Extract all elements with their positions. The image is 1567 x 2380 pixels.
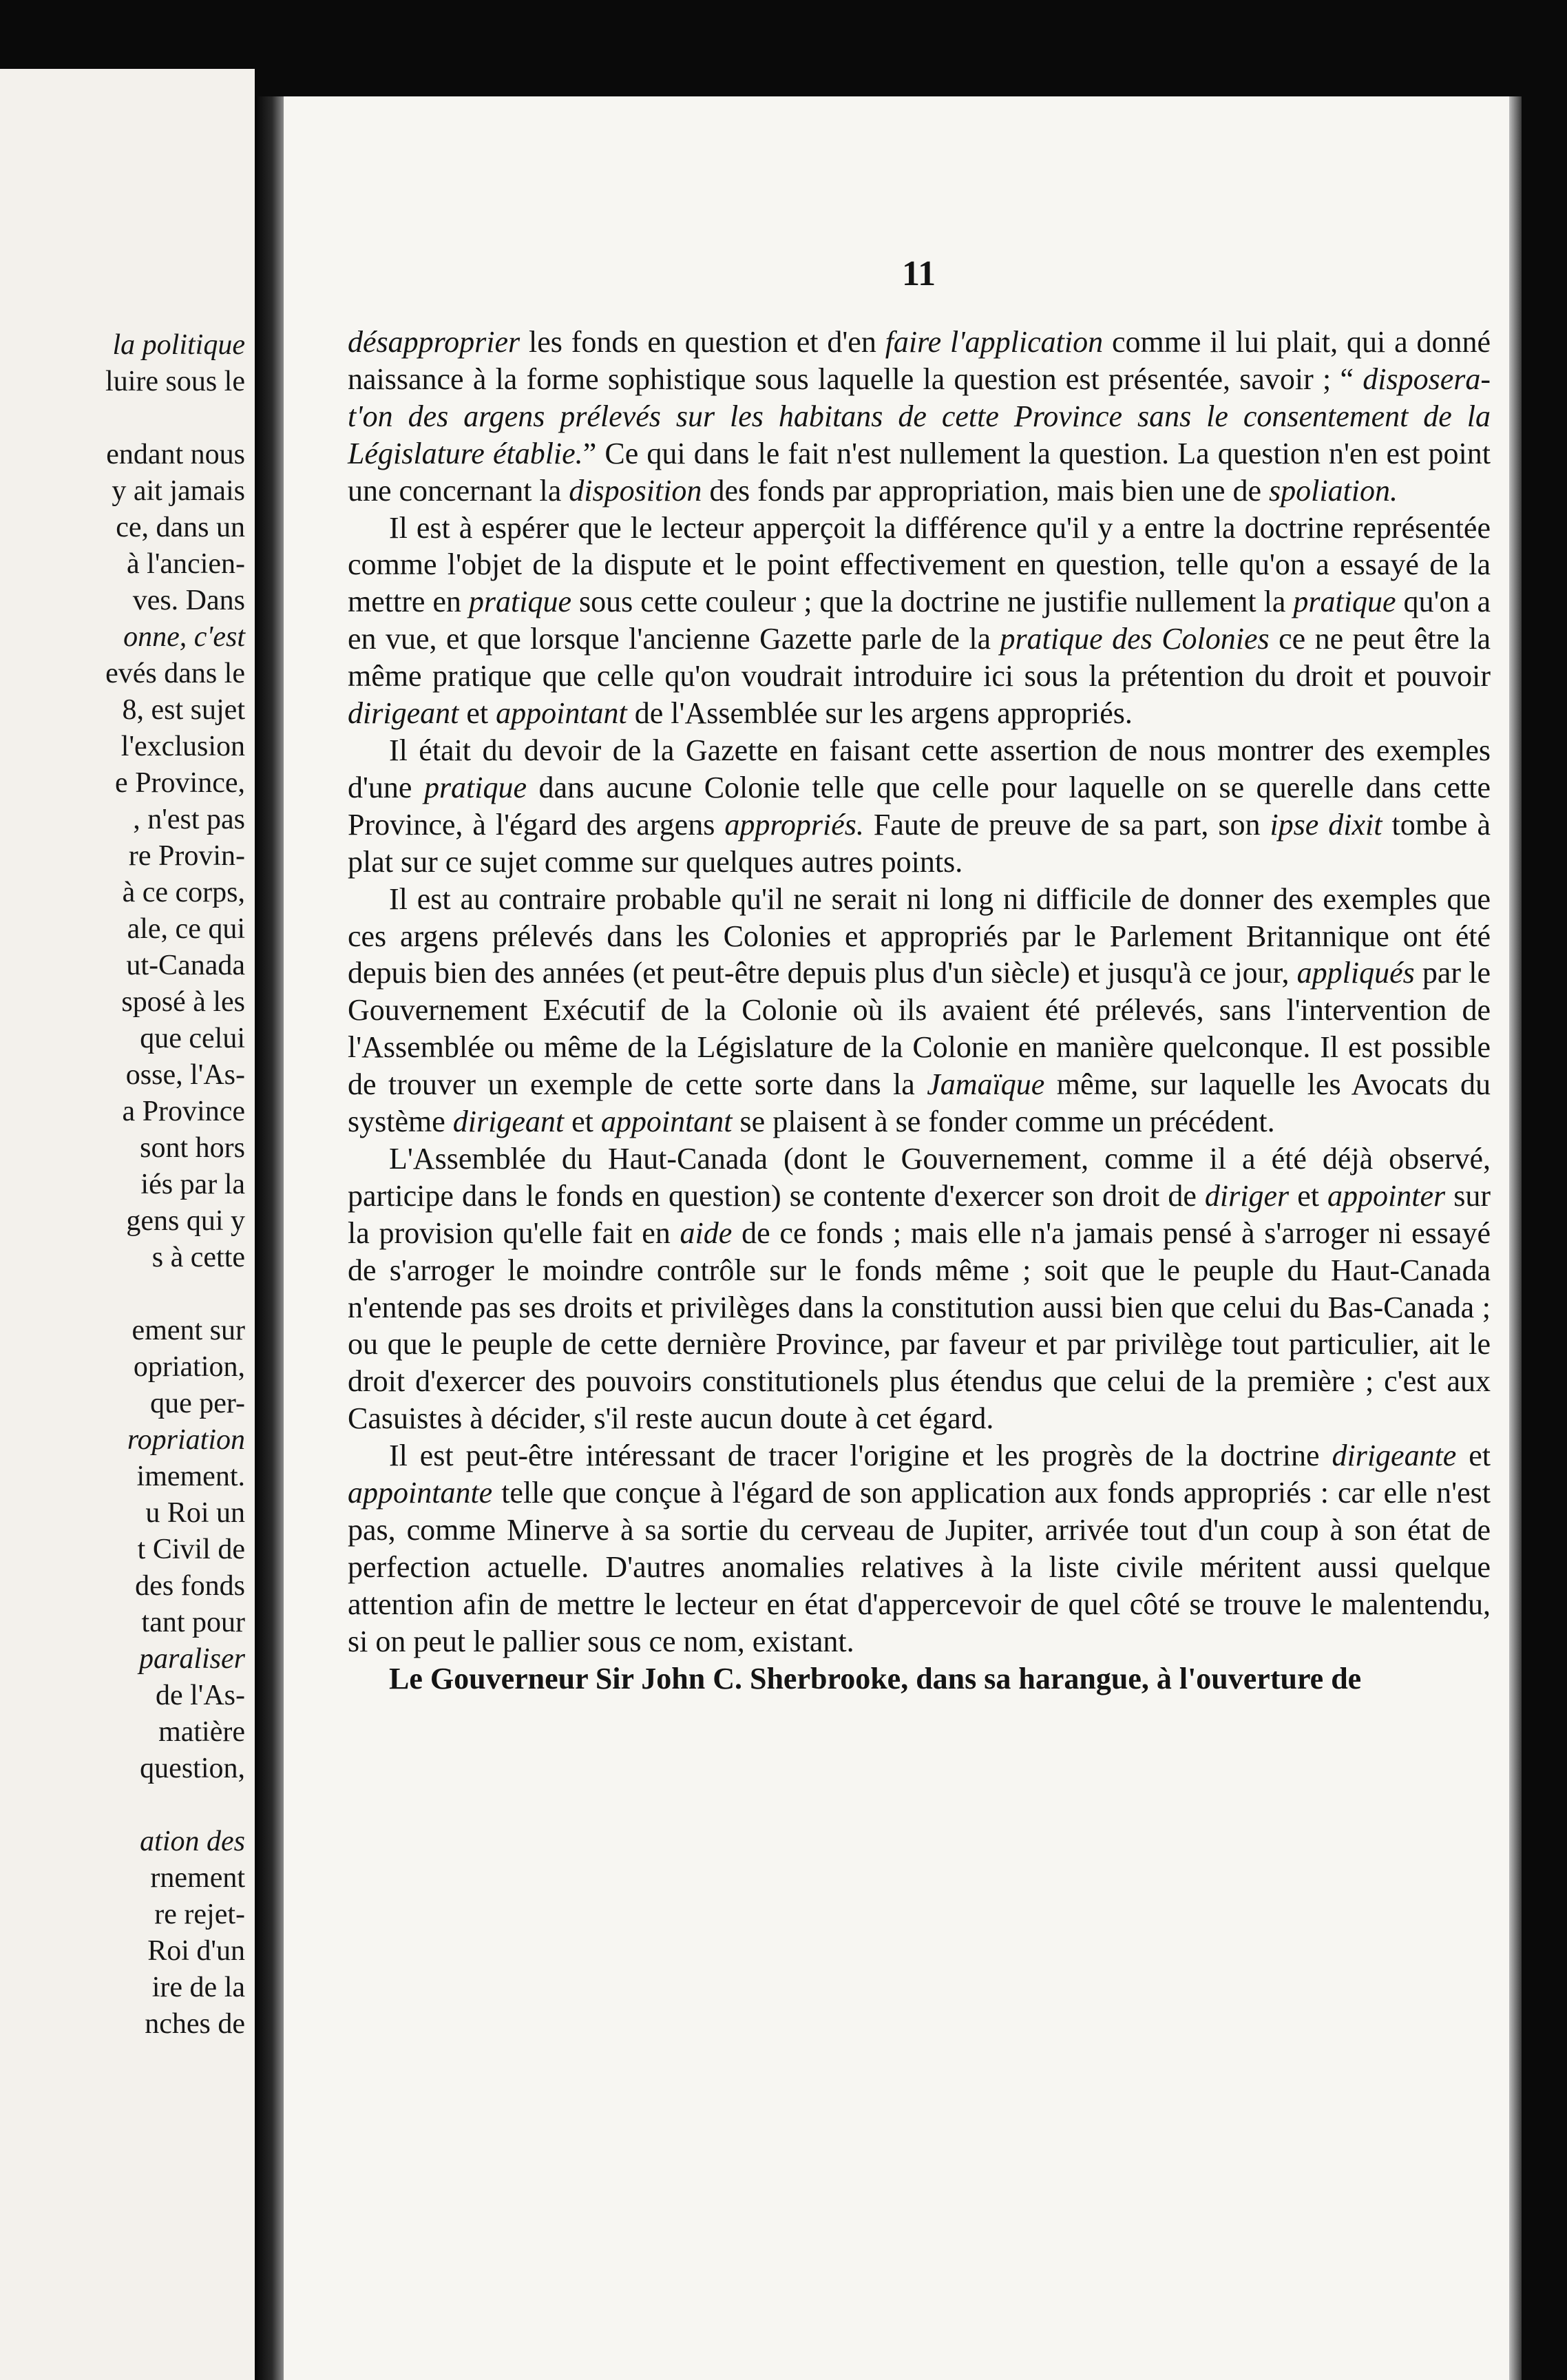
italic-text: diriger — [1204, 1178, 1290, 1213]
italic-text: Jamaïque — [927, 1067, 1045, 1102]
left-text-fragment: ale, ce qui — [127, 913, 245, 945]
text-run: Il est au contraire probable qu'il ne serait ni long ni difficile de donner des exemples que ces argens prélevés dans les Colonies et appropriés par le Parlement Britannique ont été depuis bien des années (et peut-être depuis plus d'un siècle) et jusqu'à ce jour, — [348, 881, 1491, 990]
main-text — [348, 324, 1491, 1698]
left-text-fragment: nches de — [145, 2008, 245, 2040]
italic-text: désapproprier — [348, 325, 520, 359]
left-text-fragment: à l'ancien- — [127, 548, 245, 580]
left-text-fragment: Roi d'un — [147, 1935, 245, 1967]
left-text-fragment: matière — [158, 1716, 245, 1748]
left-text-fragment: re rejet- — [154, 1899, 245, 1930]
text-run: les fonds en question et d'en — [520, 325, 885, 359]
italic-text: dirigeante — [1332, 1439, 1457, 1473]
italic-text: appointante — [348, 1476, 493, 1510]
left-text-fragment: sposé à les — [121, 986, 245, 1018]
text-run: Le Gouverneur Sir John C. Sherbrooke, dans sa harangue, à l'ouverture de — [389, 1661, 1362, 1695]
text-run: et — [1456, 1439, 1491, 1473]
left-text-fragment: a Province — [122, 1096, 245, 1127]
text-run: ce ne peut être la même pratique que celle qu'on voudrait introduire ici sous la prétention du droit et pouvoir — [348, 622, 1491, 693]
italic-text: faire l'application — [885, 325, 1104, 359]
paragraph — [348, 1140, 1491, 1437]
paragraph — [348, 1660, 1491, 1698]
left-text-fragment: endant nous — [106, 439, 245, 470]
left-text-fragment: re Provin- — [128, 840, 245, 872]
italic-text: appliqués — [1296, 956, 1415, 990]
left-text-fragment: rnement — [150, 1862, 245, 1894]
text-run: L'Assemblée du Haut-Canada (dont le Gouvernement, comme il a été déjà observé, participe dans le fonds en question) se contente d'exercer son droit de — [348, 1141, 1491, 1213]
left-text-fragment: ation des — [140, 1826, 245, 1857]
text-run: sous cette couleur ; que la doctrine ne justifie nullement la — [571, 585, 1294, 619]
paragraph — [348, 324, 1491, 510]
italic-text: pratique — [468, 585, 572, 619]
left-text-fragment: s à cette — [151, 1242, 245, 1273]
left-text-fragment: luire sous le — [105, 366, 245, 397]
left-text-fragment: onne, c'est — [123, 621, 245, 653]
left-text-fragment: tant pour — [141, 1607, 245, 1638]
left-text-fragment: osse, l'As- — [125, 1059, 245, 1091]
italic-text: pratique — [423, 770, 527, 804]
italic-text: appointer — [1327, 1178, 1446, 1213]
text-run: Il est à espérer que le lecteur apperçoit la différence qu'il y a entre la doctrine représentée comme l'objet de la dispute et le point effectivement en question, telle qu'on a essayé de la mettre en — [348, 510, 1491, 619]
left-text-fragment: u Roi un — [145, 1497, 245, 1529]
text-run: de l'Assemblée sur les argens appropriés. — [627, 696, 1133, 731]
left-text-fragment: ire de la — [151, 1972, 245, 2003]
left-text-fragment: ement sur — [132, 1315, 245, 1346]
text-run: se plaisent à se fonder comme un précédent. — [732, 1105, 1275, 1139]
left-text-fragment: ce, dans un — [116, 512, 245, 543]
italic-text: pratique — [1293, 585, 1396, 619]
italic-text: aide — [680, 1215, 733, 1250]
left-text-fragment: paraliser — [138, 1643, 245, 1675]
left-text-fragment: question, — [140, 1753, 245, 1784]
book-gutter — [255, 96, 284, 2380]
page-edge — [1509, 96, 1522, 2380]
left-text-fragment: e Province, — [115, 767, 245, 799]
italic-text: appropriés. — [724, 807, 864, 842]
left-text-fragment: l'exclusion — [120, 731, 245, 762]
page-number: 11 — [902, 254, 936, 293]
italic-text: spoliation. — [1269, 473, 1398, 508]
text-run: sur la provision qu'elle fait en — [348, 1178, 1491, 1250]
left-text-fragment: ut-Canada — [126, 950, 245, 981]
left-text-fragment: à ce corps, — [122, 877, 245, 908]
italic-text: appointant — [600, 1105, 733, 1139]
left-text-fragment: imement. — [136, 1461, 245, 1492]
paragraph — [348, 510, 1491, 732]
text-run: dans aucune Colonie telle que celle pour laquelle on se querelle dans cette Province, à l'égard des argens — [348, 770, 1491, 842]
text-run: Il était du devoir de la Gazette en faisant cette assertion de nous montrer des exemples d'une — [348, 733, 1491, 804]
text-run: tombe à plat sur ce sujet comme sur quelques autres points. — [348, 807, 1491, 879]
left-text-fragment: ropriation — [127, 1424, 245, 1456]
text-run: telle que conçue à l'égard de son application aux fonds appropriés : car elle n'est pas, comme Minerve à sa sortie du cerveau de Jupiter, arrivée tout d'un coup à son état de perfection actuelle. D'autres anomalies relatives à la liste civile méritent aussi quelque attention afin de mettre le lecteur en état d'appercevoir de quel côté se trouve le malentendu, si on peut le pallier sous ce nom, existant. — [348, 1476, 1491, 1658]
left-text-fragment: evés dans le — [105, 658, 245, 689]
left-text-fragment: de l'As- — [155, 1680, 245, 1711]
text-run: de ce fonds ; mais elle n'a jamais pensé à s'arroger ni essayé de s'arroger le moindre contrôle sur le fonds même ; soit que le peuple du Haut-Canada n'entende pas ses droits et privilèges dans la constitution aussi bien que celui du Bas-Canada ; ou que le peuple de cette dernière Province, par faveur et par privilège tout particulier, ait le droit d'exercer des pouvoirs constitutionels plus étendus que celui de la première ; c'est aux Casuistes à décider, s'il reste aucun doute à cet égard. — [348, 1215, 1491, 1436]
left-text-fragment: la politique — [112, 329, 245, 361]
left-text-fragment: t Civil de — [137, 1534, 245, 1565]
paragraph — [348, 881, 1491, 1140]
text-run: Il est peut-être intéressant de tracer l'origine et les progrès de la doctrine — [389, 1439, 1332, 1473]
left-text-fragment: gens qui y — [126, 1205, 245, 1237]
text-run: comme il lui plait, qui a donné naissance à la forme sophistique sous laquelle la question est présentée, savoir ; “ — [348, 325, 1491, 396]
text-run: ” Ce qui dans le fait n'est nullement la question. La question n'en est point une concernant la — [348, 436, 1491, 508]
italic-text: dirigeant — [452, 1105, 565, 1139]
left-text-fragment: que celui — [140, 1023, 245, 1054]
left-text-fragment: 8, est sujet — [122, 694, 245, 726]
left-text-fragment: y ait jamais — [112, 475, 245, 507]
italic-text: dirigeant — [348, 696, 459, 731]
left-text-fragment: sont hors — [140, 1132, 245, 1164]
left-page-fragment — [0, 69, 255, 2380]
left-text-fragment: iés par la — [140, 1169, 245, 1200]
italic-text: disposition — [569, 473, 702, 508]
text-run: des fonds par appropriation, mais bien une de — [702, 473, 1269, 508]
paragraph — [348, 1437, 1491, 1660]
paragraph — [348, 732, 1491, 881]
italic-text: disposera-t'on des argens prélevés sur les habitans de cette Province sans le consentement de la Législature établie. — [348, 362, 1491, 470]
left-text-fragment: que per- — [150, 1388, 245, 1419]
text-run: qu'on a en vue, et que lorsque l'ancienne Gazette parle de la — [348, 585, 1491, 656]
text-run: et — [1289, 1178, 1328, 1213]
left-text-fragment: ves. Dans — [132, 585, 245, 616]
italic-text: pratique des Colonies — [1000, 622, 1270, 656]
text-run: Faute de preuve de sa part, son — [863, 807, 1270, 842]
text-run: même, sur laquelle les Avocats du système — [348, 1067, 1491, 1139]
italic-text: ipse dixit — [1270, 807, 1382, 842]
left-text-fragment: opriation, — [133, 1351, 245, 1383]
text-run: et — [564, 1105, 601, 1139]
italic-text: appointant — [496, 696, 627, 731]
text-run: par le Gouvernement Exécutif de la Colonie où ils avaient été prélevés, sans l'intervention de l'Assemblée ou même de la Législature de la Colonie en manière quelconque. Il est possible de trouver un exemple de cette sorte dans la — [348, 956, 1491, 1102]
left-text-fragment: , n'est pas — [133, 804, 245, 835]
text-run: et — [459, 696, 496, 731]
left-text-fragment: des fonds — [135, 1570, 245, 1602]
